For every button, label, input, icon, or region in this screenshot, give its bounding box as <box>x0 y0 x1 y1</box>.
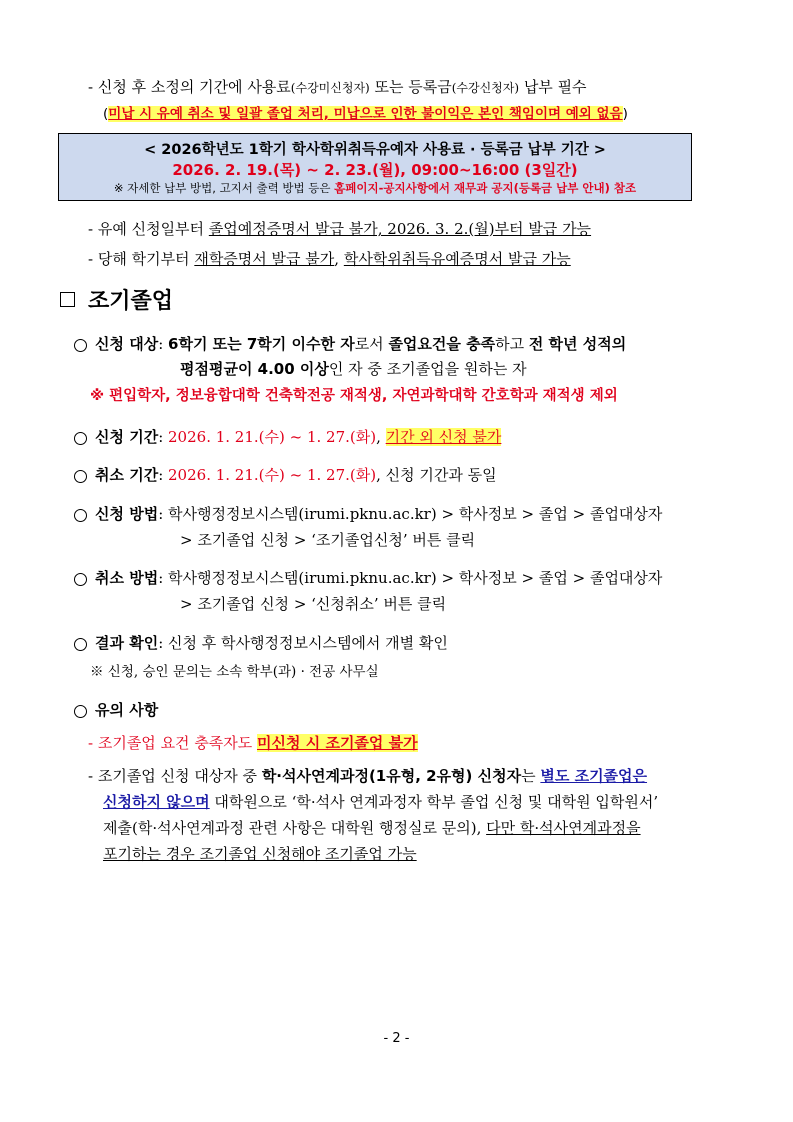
apply-method-line-1: 신청 방법: 학사행정정보시스템(irumi.pknu.ac.kr) > 학사정보 > 졸업 > 졸업대상자 <box>74 503 662 524</box>
notice-period: 2026. 2. 19.(목) ~ 2. 23.(월), 09:00~16:00 (3일간) <box>172 161 578 179</box>
text: 졸업요건을 충족 <box>388 335 496 353</box>
cancel-method-line-2: > 조기졸업 신청 > ‘신청취소’ 버튼 클릭 <box>180 595 447 613</box>
caution-highlight: 미신청 시 조기졸업 불가 <box>257 734 418 752</box>
target-line-2 <box>180 358 527 379</box>
caution-line-1 <box>88 732 418 753</box>
underlined-text: 학사학위취득유예증명서 발급 가능 <box>343 250 571 268</box>
checkbox-square-icon <box>60 292 75 307</box>
text: 하고 <box>495 335 529 353</box>
text: 신청 후 학사행정정보시스템에서 개별 확인 <box>168 634 448 652</box>
label: 유의 사항 <box>95 701 159 719</box>
section-title: 조기졸업 <box>88 289 174 314</box>
intro-text: 또는 등록금 <box>369 78 452 96</box>
circle-bullet-icon <box>74 638 87 651</box>
text: , <box>334 250 344 268</box>
text: 6학기 또는 7학기 이수한 자 <box>168 335 355 353</box>
blue-emphasis: 신청하지 않으며 <box>103 793 210 811</box>
caution-line-3 <box>103 791 658 812</box>
notice-note-text: ※ 자세한 납부 방법, 고지서 출력 방법 등은 <box>113 181 335 195</box>
label: 신청 방법 <box>95 505 159 523</box>
intro-warning <box>103 102 628 122</box>
label: 신청 기간 <box>95 428 159 446</box>
text: , <box>376 428 386 446</box>
circle-bullet-icon <box>74 432 87 445</box>
text: - 조기졸업 신청 대상자 중 <box>88 767 262 785</box>
underlined-text: 다만 학·석사연계과정을 <box>486 819 641 837</box>
circle-bullet-icon <box>74 573 87 586</box>
blue-emphasis: 별도 조기졸업은 <box>540 767 648 785</box>
target-exclusion: ※ 편입학자, 정보융합대학 건축학전공 재적생, 자연과학대학 간호학과 재적생 제외 <box>90 388 618 404</box>
cancel-period: 취소 기간: 2026. 1. 21.(수) ~ 1. 27.(화), 신청 기간과 동일 <box>74 464 497 485</box>
payment-notice-box <box>58 133 692 201</box>
circle-bullet-icon <box>74 705 87 718</box>
paren-open: ( <box>103 106 109 122</box>
cancel-method-line-1: 취소 방법: 학사행정정보시스템(irumi.pknu.ac.kr) > 학사정보 > 졸업 > 졸업대상자 <box>74 567 662 588</box>
result-line: 결과 확인: 신청 후 학사행정정보시스템에서 개별 확인 <box>74 632 448 653</box>
text: 제출(학·석사연계과정 관련 사항은 대학원 행정실로 문의), <box>103 819 487 837</box>
underlined-text: 졸업예정증명서 발급 불가, 2026. 3. 2.(월)부터 발급 가능 <box>208 220 592 238</box>
text: 로서 <box>354 335 389 353</box>
text: , 신청 기간과 동일 <box>376 466 497 484</box>
label: 결과 확인 <box>95 634 159 652</box>
after-box-line-1 <box>88 218 591 239</box>
period-note: 기간 외 신청 불가 <box>385 428 502 446</box>
dates: 2026. 1. 21.(수) ~ 1. 27.(화) <box>168 428 377 446</box>
circle-bullet-icon <box>74 509 87 522</box>
intro-text: (수강신청자) <box>451 81 520 95</box>
intro-text: - 신청 후 소정의 기간에 사용료 <box>88 78 291 96</box>
text: 전 학년 성적의 <box>528 335 627 353</box>
label: 취소 기간 <box>95 466 159 484</box>
apply-method-line-2: > 조기졸업 신청 > ‘조기졸업신청’ 버튼 클릭 <box>180 531 476 549</box>
caution-line-2 <box>88 765 647 786</box>
caution-heading <box>74 699 158 720</box>
notice-title: < 2026학년도 1학기 학사학위취득유예자 사용료 · 등록금 납부 기간 > <box>144 142 606 158</box>
text: - 조기졸업 요건 충족자도 <box>88 734 258 752</box>
intro-text: (수강미신청자) <box>290 81 370 95</box>
underlined-text: 재학증명서 발급 불가 <box>194 250 335 268</box>
non-payment-warning: 미납 시 유예 취소 및 일괄 졸업 처리, 미납으로 인한 불이익은 본인 책임이며 예외 없음 <box>108 106 623 122</box>
label: 신청 대상 <box>95 335 159 353</box>
circle-bullet-icon <box>74 470 87 483</box>
target-line-1: 신청 대상: 6학기 또는 7학기 이수한 자로서 졸업요건을 충족하고 전 학년 성적의 <box>74 333 626 354</box>
intro-line-1 <box>88 76 587 97</box>
after-box-line-2 <box>88 248 571 269</box>
caution-line-4 <box>103 817 641 838</box>
text: 학사행정정보시스템(irumi.pknu.ac.kr) > 학사정보 > 졸업 > 졸업대상자 <box>168 505 663 523</box>
text: 학사행정정보시스템(irumi.pknu.ac.kr) > 학사정보 > 졸업 > 졸업대상자 <box>168 569 663 587</box>
text: - 유예 신청일부터 <box>88 220 209 238</box>
circle-bullet-icon <box>74 339 87 352</box>
label: 취소 방법 <box>95 569 159 587</box>
apply-period: 신청 기간: 2026. 1. 21.(수) ~ 1. 27.(화), 기간 외 신청 불가 <box>74 426 501 447</box>
text: 는 <box>521 767 541 785</box>
text: 평점평균이 4.00 이상 <box>180 360 329 378</box>
result-note: ※ 신청, 승인 문의는 소속 학부(과) · 전공 사무실 <box>90 664 379 680</box>
text: - 당해 학기부터 <box>88 250 195 268</box>
intro-text: 납부 필수 <box>519 78 587 96</box>
paren-close: ) <box>622 106 628 122</box>
caution-line-5: 포기하는 경우 조기졸업 신청해야 조기졸업 가능 <box>103 845 417 863</box>
text: 학·석사연계과정(1유형, 2유형) 신청자 <box>261 767 522 785</box>
notice-note <box>59 180 691 196</box>
dates: 2026. 1. 21.(수) ~ 1. 27.(화) <box>168 466 377 484</box>
text: 대학원으로 ‘학·석사 연계과정자 학부 졸업 신청 및 대학원 입학원서’ <box>209 793 659 811</box>
notice-note-link: 홈페이지-공지사항에서 재무과 공지(등록금 납부 안내) 참조 <box>334 181 637 195</box>
text: 인 자 중 조기졸업을 원하는 자 <box>328 360 527 378</box>
page-number: - 2 - <box>383 1031 410 1046</box>
